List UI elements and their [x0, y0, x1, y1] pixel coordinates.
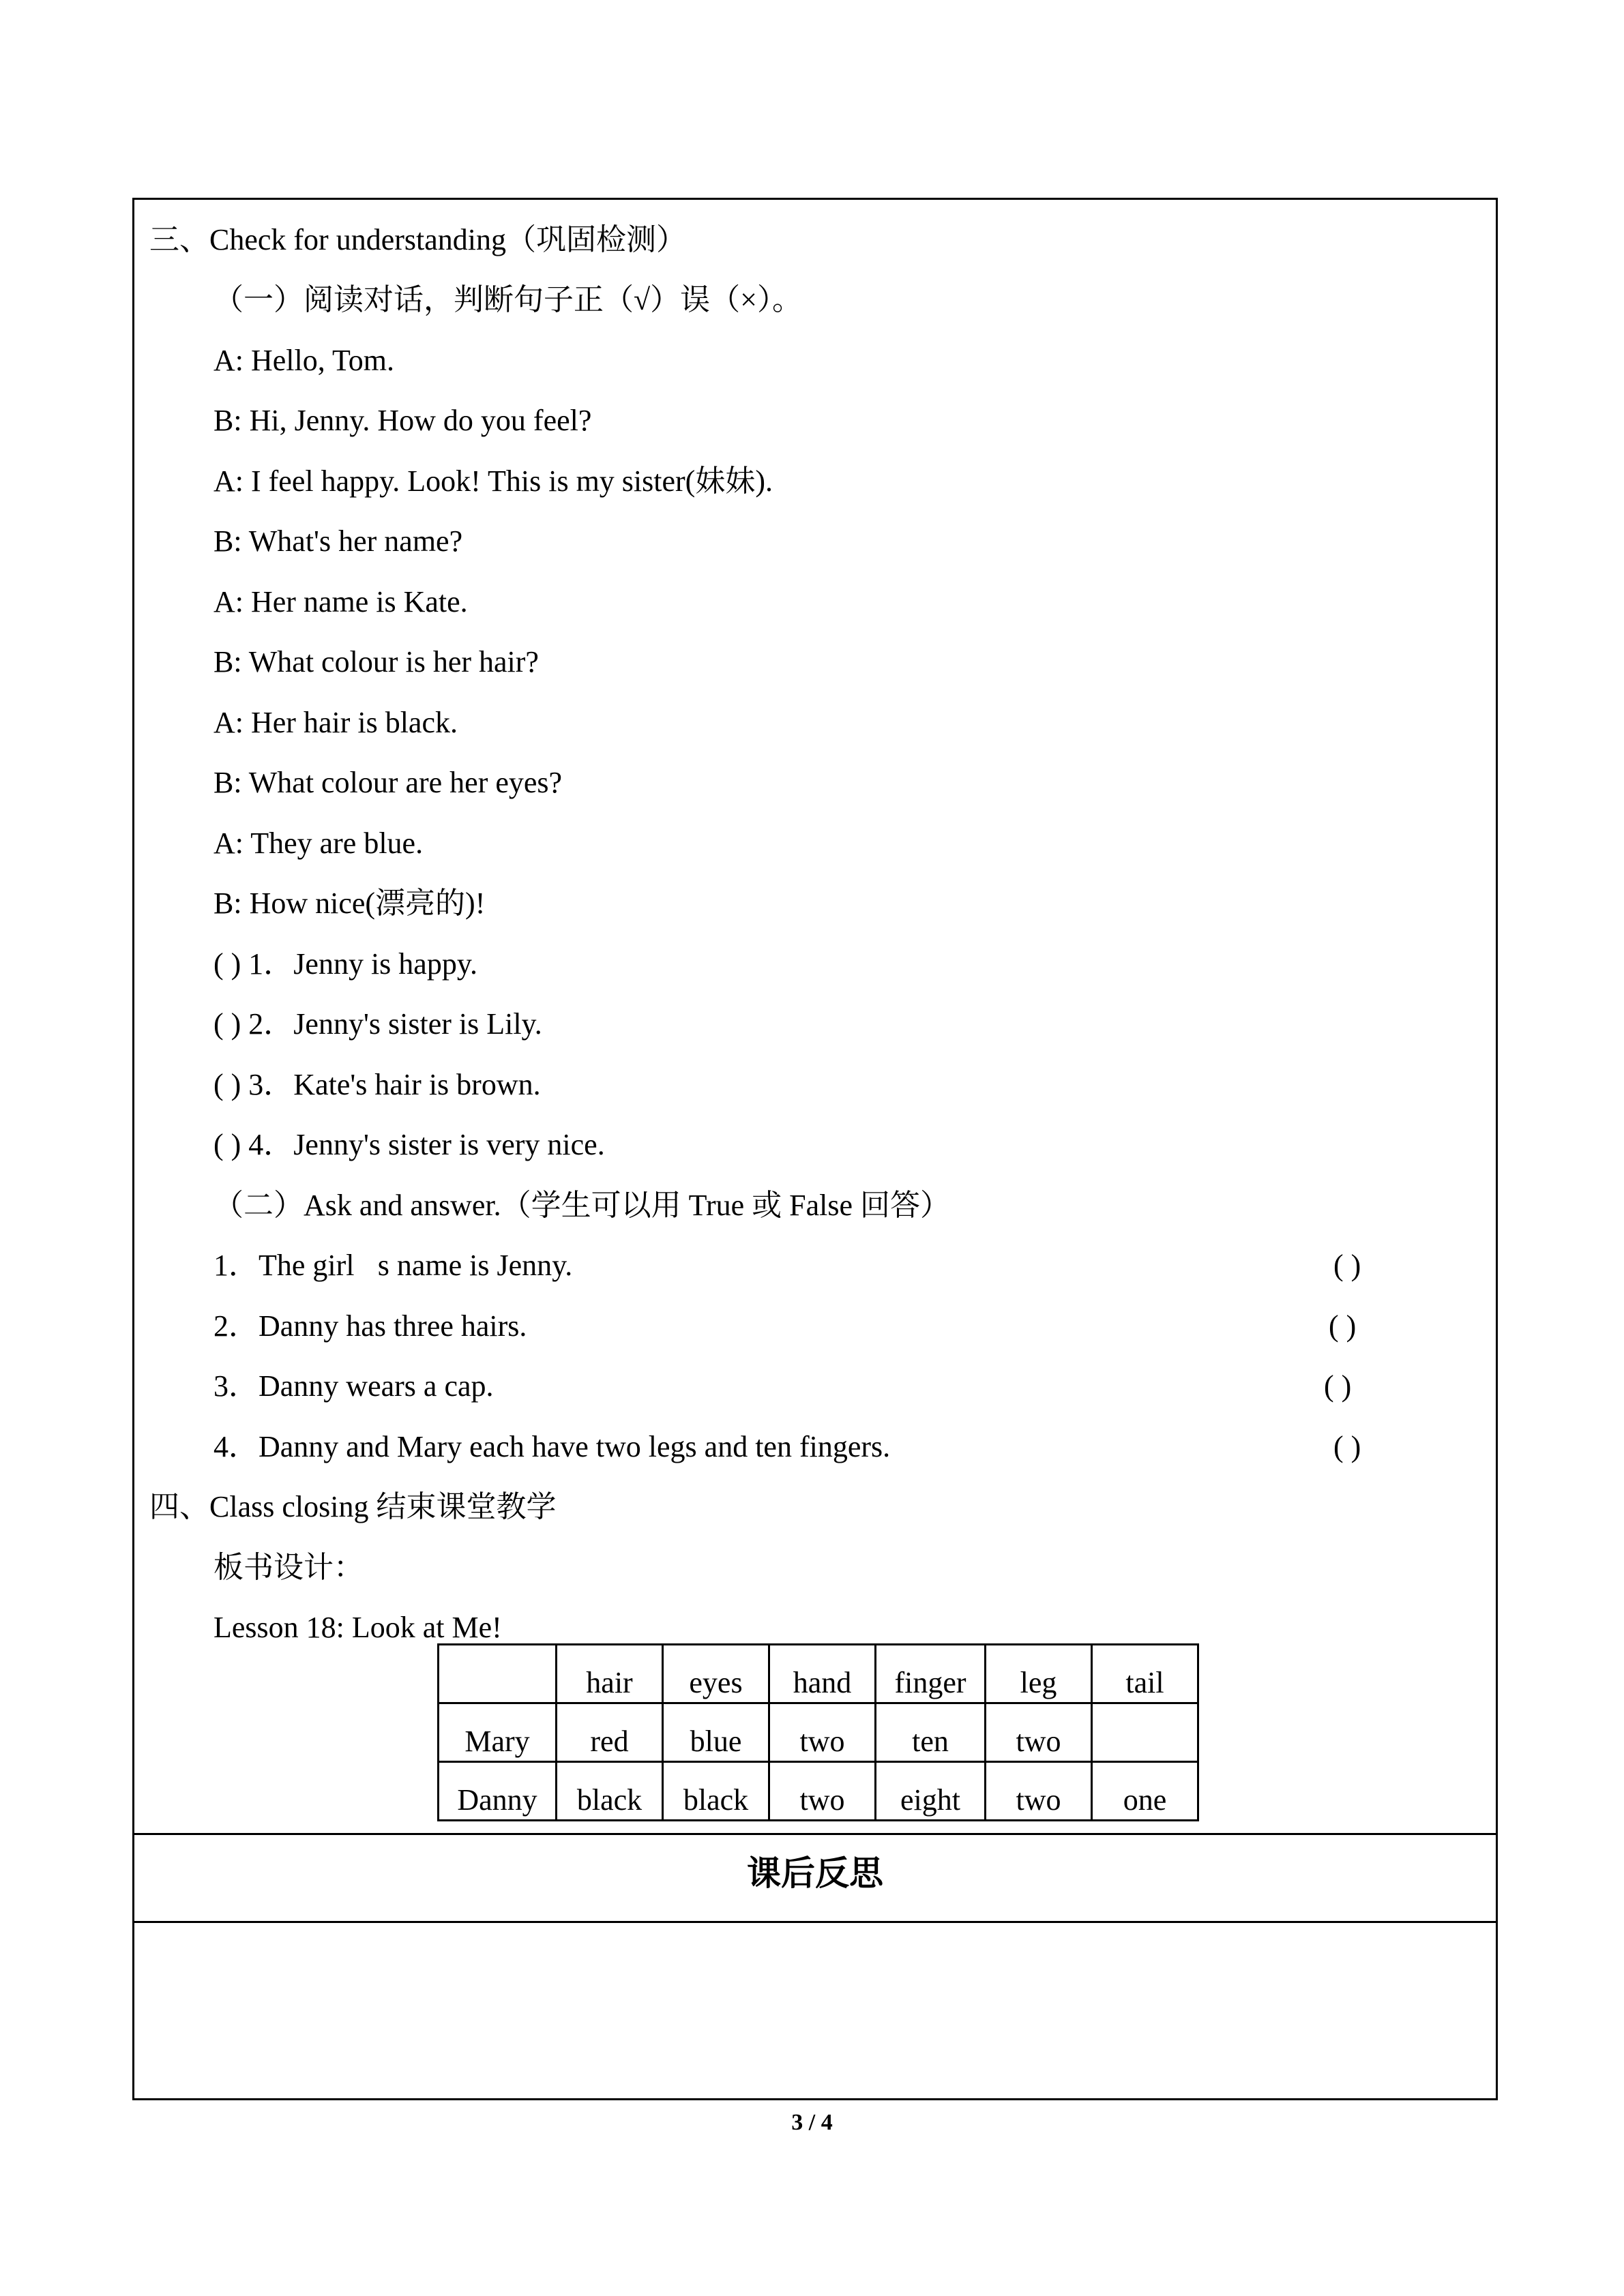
dialogue-line: B: What colour is her hair? — [213, 645, 539, 679]
divider-reflection-bottom — [132, 1921, 1498, 1923]
answer-blank: ( ) — [1329, 1309, 1357, 1343]
true-false-statement: ( ) 3．Kate's hair is brown. — [213, 1068, 541, 1101]
table-cell: two — [769, 1703, 876, 1762]
table-cell: two — [986, 1703, 1092, 1762]
table-cell: ten — [876, 1703, 986, 1762]
dialogue-line: A: I feel happy. Look! This is my sister(妹妹). — [213, 464, 773, 498]
answer-blank: ( ) — [1333, 1430, 1361, 1463]
page-number: 3 / 4 — [791, 2110, 833, 2135]
table-row — [439, 1762, 1198, 1821]
reflection-title: 课后反思 — [747, 1854, 883, 1892]
table-cell: tail — [1092, 1645, 1198, 1703]
true-false-statement: ( ) 4．Jenny's sister is very nice. — [213, 1128, 605, 1161]
dialogue-line: A: Her name is Kate. — [213, 585, 468, 618]
part1-instruction: （一）阅读对话，判断句子正（√）误（×）。 — [213, 283, 802, 316]
table-cell: two — [769, 1762, 876, 1821]
answer-blank: ( ) — [1324, 1369, 1352, 1403]
table-row — [439, 1703, 1198, 1762]
table-cell: Danny — [439, 1762, 557, 1821]
table-cell: hand — [769, 1645, 876, 1703]
table-cell: eight — [876, 1762, 986, 1821]
table-cell: eyes — [663, 1645, 769, 1703]
board-design-label: 板书设计： — [213, 1551, 364, 1584]
table-cell — [1092, 1703, 1198, 1762]
table-cell: red — [557, 1703, 663, 1762]
table-header-row — [439, 1645, 1198, 1703]
table-cell: hair — [557, 1645, 663, 1703]
lesson-title: Lesson 18: Look at Me! — [213, 1611, 502, 1644]
dialogue-line: A: They are blue. — [213, 826, 424, 860]
table-cell: two — [986, 1762, 1092, 1821]
table-cell: black — [663, 1762, 769, 1821]
table-cell: Mary — [439, 1703, 557, 1762]
table-cell — [439, 1645, 557, 1703]
section4-heading: 四、Class closing 结束课堂教学 — [149, 1490, 557, 1523]
dialogue-line: A: Her hair is black. — [213, 706, 458, 739]
dialogue-line: B: Hi, Jenny. How do you feel? — [213, 404, 592, 437]
question-line: 3．Danny wears a cap. — [213, 1369, 494, 1403]
answer-blank: ( ) — [1333, 1249, 1361, 1282]
table-cell: black — [557, 1762, 663, 1821]
dialogue-line: B: What's her name? — [213, 524, 463, 558]
question-line: 4．Danny and Mary each have two legs and ten fingers. — [213, 1430, 891, 1463]
true-false-statement: ( ) 1．Jenny is happy. — [213, 947, 477, 981]
true-false-statement: ( ) 2．Jenny's sister is Lily. — [213, 1007, 542, 1041]
table-cell: leg — [986, 1645, 1092, 1703]
board-design-table — [437, 1643, 1199, 1821]
table-cell: finger — [876, 1645, 986, 1703]
part2-instruction: （二）Ask and answer.（学生可以用 True 或 False 回答） — [213, 1189, 950, 1222]
dialogue-line: B: What colour are her eyes? — [213, 766, 563, 799]
question-line: 2．Danny has three hairs. — [213, 1309, 527, 1343]
table-cell: one — [1092, 1762, 1198, 1821]
table-cell: blue — [663, 1703, 769, 1762]
divider-reflection-top — [132, 1833, 1498, 1835]
dialogue-line: B: How nice(漂亮的)! — [213, 886, 486, 920]
section3-heading: 三、Check for understanding（巩固检测） — [149, 223, 686, 256]
dialogue-line: A: Hello, Tom. — [213, 344, 394, 377]
question-line: 1．The girl s name is Jenny. — [213, 1249, 573, 1282]
